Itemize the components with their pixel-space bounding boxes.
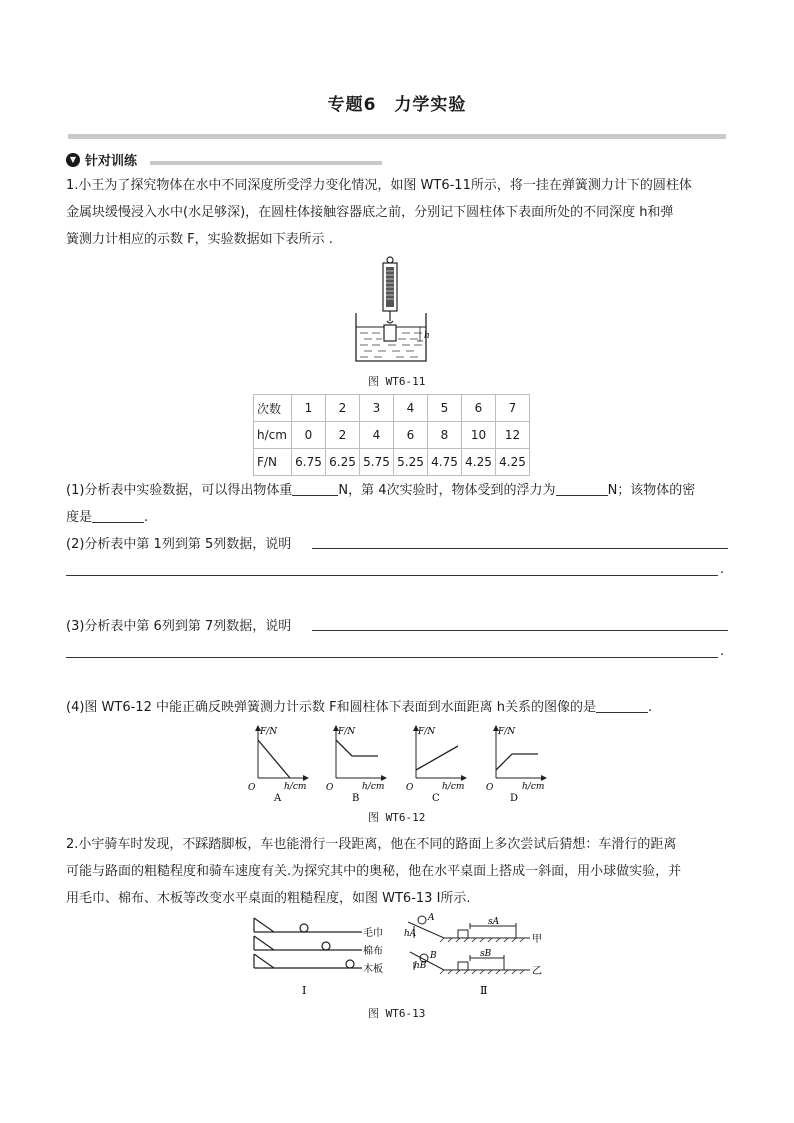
row-label: 甲	[532, 934, 542, 945]
table-cell: 6.25	[326, 449, 360, 476]
table-cell: 5	[428, 395, 462, 422]
surface-label: 棉布	[363, 946, 383, 957]
graph-b-curve	[336, 740, 378, 756]
graph-origin: O	[486, 783, 494, 793]
depth-h-label: h	[424, 331, 430, 341]
table-cell: 6	[462, 395, 496, 422]
graph-origin: O	[326, 783, 334, 793]
graph-origin: O	[248, 783, 256, 793]
answer-line[interactable]	[66, 575, 718, 576]
table-cell: 4	[394, 395, 428, 422]
distance-label: sA	[488, 917, 500, 927]
graph-b	[326, 726, 386, 804]
graph-ylabel: F/N	[498, 727, 516, 737]
table-cell: 12	[496, 422, 530, 449]
graphs-figure	[246, 722, 556, 804]
ramp-figure-1	[250, 916, 390, 1000]
figure-caption: 图 WT6-13	[368, 1007, 426, 1020]
spring-scale-figure	[352, 255, 442, 365]
table-cell: 3	[360, 395, 394, 422]
table-cell: 4.75	[428, 449, 462, 476]
surface-label: 木板	[363, 964, 383, 975]
q1-part4-text: .	[647, 700, 653, 715]
table-cell: 7	[496, 395, 530, 422]
table-cell: 6.75	[292, 449, 326, 476]
graph-a	[248, 726, 308, 804]
q1-part4	[66, 694, 728, 721]
q1-part2-label: (2)分析表中第 1列到第 5列数据，说明	[66, 537, 292, 552]
graph-c-curve	[416, 746, 458, 770]
page-title: 专题6 力学实验	[327, 95, 467, 115]
table-row	[254, 449, 530, 476]
q1-part1-text: 度是	[66, 510, 93, 525]
table-row	[254, 395, 530, 422]
answer-blank[interactable]	[92, 508, 144, 523]
graph-origin: O	[406, 783, 414, 793]
graph-ylabel: F/N	[260, 727, 278, 737]
answer-blank[interactable]	[292, 481, 338, 496]
section-header	[66, 150, 137, 169]
section-divider	[150, 161, 382, 165]
q1-part1-text: N；该物体的密	[607, 483, 696, 498]
table-cell: 4.25	[496, 449, 530, 476]
period: .	[720, 562, 725, 577]
table-cell: 5.25	[394, 449, 428, 476]
table-row-header: 次数	[254, 395, 292, 422]
height-label: hB	[414, 961, 427, 971]
q1-part1-text: (1)分析表中实验数据，可以得出物体重	[66, 483, 293, 498]
graph-d	[486, 726, 546, 804]
graph-letter: C	[432, 793, 440, 804]
table-cell: 5.75	[360, 449, 394, 476]
table-cell: 2	[326, 422, 360, 449]
fig-label: Ⅱ	[480, 984, 488, 997]
table-cell: 10	[462, 422, 496, 449]
title-divider	[68, 134, 726, 139]
table-cell: 0	[292, 422, 326, 449]
q1-part4-text: (4)图 WT6-12 中能正确反映弹簧测力计示数 F和圆柱体下表面到水面距离 h关系的图像的是	[66, 700, 596, 715]
q1-part1-text: N，第 4次实验时，物体受到的浮力为	[338, 483, 556, 498]
graph-c	[406, 726, 466, 804]
q2-text	[66, 831, 728, 912]
graph-ylabel: F/N	[338, 727, 356, 737]
fig-label: Ⅰ	[302, 984, 307, 997]
graph-letter: A	[274, 793, 282, 804]
table-row	[254, 422, 530, 449]
data-table	[253, 394, 530, 476]
figure-caption: 图 WT6-12	[368, 811, 426, 824]
answer-blank[interactable]	[556, 481, 608, 496]
height-label: hA	[404, 929, 417, 939]
graph-d-curve	[496, 754, 538, 770]
distance-label: sB	[480, 949, 492, 959]
table-cell: 2	[326, 395, 360, 422]
graph-letter: D	[510, 793, 519, 804]
q1-part1	[66, 477, 728, 531]
ball-label: A	[428, 913, 435, 923]
q2-line: 用毛巾、棉布、木板等改变水平桌面的粗糙程度，如图 WT6-13 Ⅰ所示.	[66, 891, 471, 906]
section-label: 针对训练	[85, 154, 138, 169]
table-cell: 4.25	[462, 449, 496, 476]
q1-part1-text: .	[144, 510, 149, 525]
answer-line[interactable]	[312, 630, 728, 631]
table-row-header: F/N	[254, 449, 292, 476]
table-cell: 8	[428, 422, 462, 449]
q1-intro-line: 金属块缓慢浸入水中(水足够深)，在圆柱体接触容器底之前，分别记下圆柱体下表面所处的不同深度 h和弹	[66, 205, 674, 220]
q2-line: 2.小宇骑车时发现，不踩踏脚板，车也能滑行一段距离，他在不同的路面上多次尝试后猜想：车滑行的距离	[66, 837, 677, 852]
ball-label: B	[430, 951, 437, 961]
row-label: 乙	[532, 966, 542, 977]
table-cell: 4	[360, 422, 394, 449]
answer-line[interactable]	[66, 657, 718, 658]
graph-xlabel: h/cm	[442, 782, 465, 792]
ramp-figure-2	[404, 912, 550, 1000]
q2-line: 可能与路面的粗糙程度和骑车速度有关.为探究其中的奥秘，他在水平桌面上搭成一斜面，用小球做实验，并	[66, 864, 682, 879]
graph-letter: B	[352, 793, 360, 804]
graph-xlabel: h/cm	[522, 782, 545, 792]
answer-line[interactable]	[312, 548, 728, 549]
triangle-down-icon: ▼	[66, 153, 80, 167]
q1-intro-line: 1.小王为了探究物体在水中不同深度所受浮力变化情况，如图 WT6-11所示，将一挂在弹簧测力计下的圆柱体	[66, 178, 692, 193]
table-cell: 1	[292, 395, 326, 422]
graph-ylabel: F/N	[418, 727, 436, 737]
period: .	[720, 644, 725, 659]
table-row-header: h/cm	[254, 422, 292, 449]
q1-intro-line: 簧测力计相应的示数 F，实验数据如下表所示 .	[66, 232, 333, 247]
table-cell: 6	[394, 422, 428, 449]
q1-part3-label: (3)分析表中第 6列到第 7列数据，说明	[66, 619, 292, 634]
graph-a-curve	[258, 740, 290, 778]
graph-xlabel: h/cm	[362, 782, 385, 792]
figure-caption: 图 WT6-11	[368, 375, 426, 388]
surface-label: 毛巾	[363, 928, 383, 939]
graph-xlabel: h/cm	[284, 782, 307, 792]
answer-blank[interactable]	[596, 698, 648, 713]
q1-intro	[66, 172, 728, 253]
